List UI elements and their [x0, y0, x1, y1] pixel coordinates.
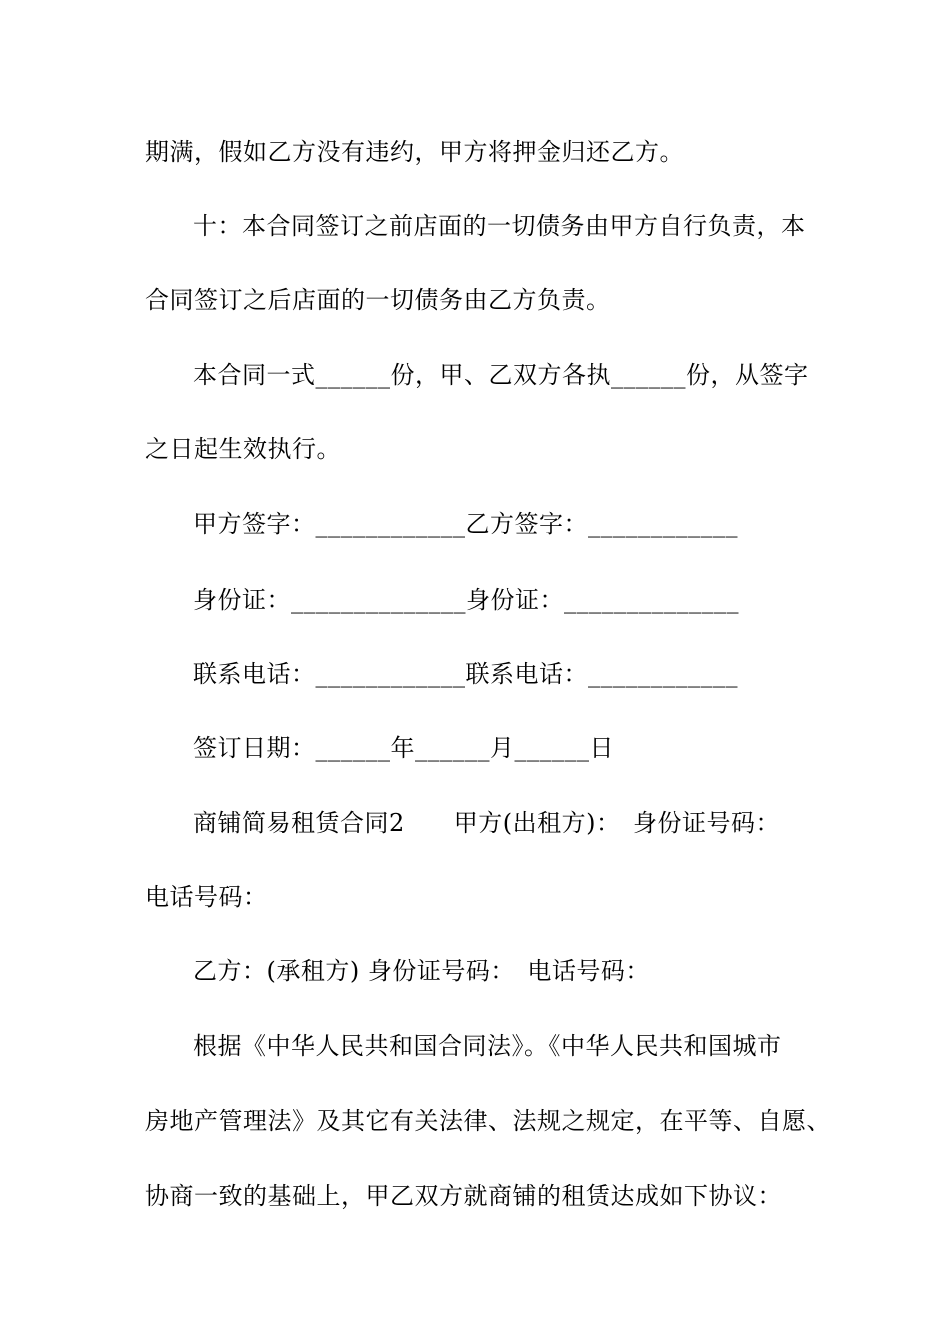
party-b-line: 乙方：(承租方) 身份证号码： 电话号码：: [193, 957, 650, 985]
contract-title-line: 商铺简易租赁合同2 甲方(出租方)： 身份证号码：: [193, 809, 780, 837]
paragraph-line: 根据《中华人民共和国合同法》。《中华人民共和国城市: [193, 1032, 782, 1060]
phone-line: 联系电话：____________联系电话：____________: [193, 660, 738, 688]
paragraph-line: 协商一致的基础上，甲乙双方就商铺的租赁达成如下协议：: [145, 1182, 782, 1210]
paragraph-line: 本合同一式______份，甲、乙双方各执______份，从签字: [193, 361, 809, 389]
paragraph-line: 十：本合同签订之前店面的一切债务由甲方自行负责，本: [193, 212, 806, 240]
sign-date-line: 签订日期：______年______月______日: [193, 734, 614, 762]
paragraph-line: 合同签订之后店面的一切债务由乙方负责。: [145, 286, 611, 314]
paragraph-line: 电话号码：: [145, 883, 268, 911]
paragraph-line: 房地产管理法》及其它有关法律、法规之规定，在平等、自愿、: [145, 1107, 831, 1135]
paragraph-line: 期满，假如乙方没有违约，甲方将押金归还乙方。: [145, 138, 684, 166]
signature-line: 甲方签字：____________乙方签字：____________: [193, 510, 738, 538]
id-card-line: 身份证：______________身份证：______________: [193, 586, 739, 614]
paragraph-line: 之日起生效执行。: [145, 435, 341, 463]
